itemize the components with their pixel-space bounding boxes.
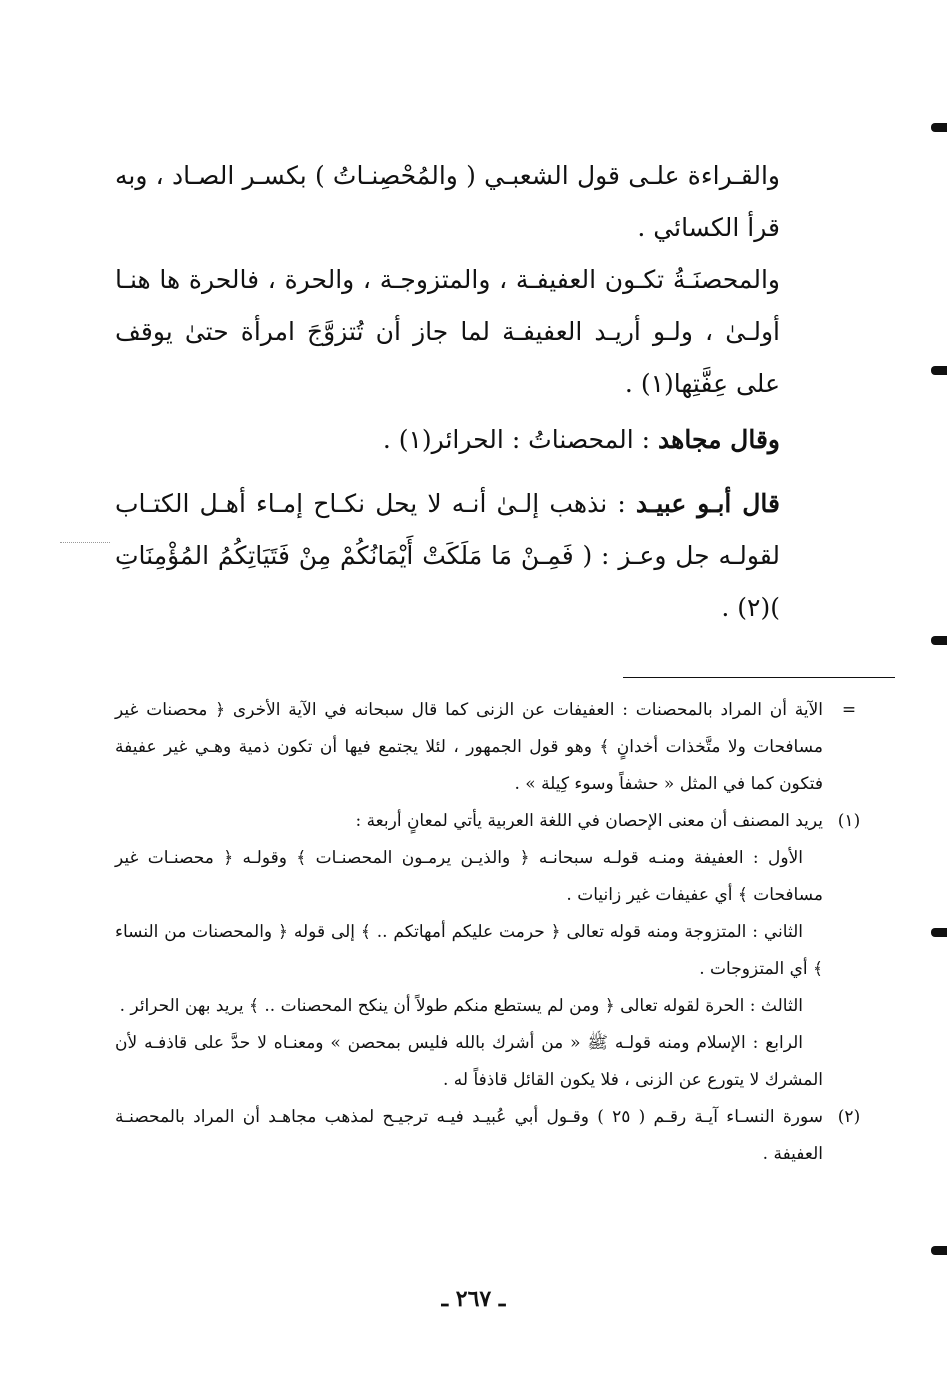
meaning-first: الأول : العفيفة ومنـه قولـه سبحانـه ﴿ والذيـن يرمـون المحصنـات ﴾ وقولـه ﴿ محصنـات غير مسافحات ﴾ أي عفيفات غير زانيات . [115, 848, 823, 905]
paragraph-4 [115, 478, 780, 634]
footnote-2 [115, 1099, 875, 1173]
speaker-name: وقال مجاهد [658, 425, 780, 454]
footnote-body [115, 1099, 823, 1173]
meaning-fourth: الرابع : الإسلام ومنه قولـه ﷺ « من أشرك بالله فليس بمحصن » ومعنـاه لا حدَّ على قاذفـه لأن المشرك لا يتورع عن الزنى ، فلا يكون القائل قاذفاً له . [115, 1033, 823, 1090]
paragraph-4-text: : نذهب إلـىٰ أنـه لا يحل نكـاح إمـاء أهـل الكتـاب لقولـه جل وعـز : ( فَمِـنْ مَا مَلَكَتْ أَيْمَانُكُمْ مِنْ فَتَيَاتِكُمُ المُؤْمِنَاتِ )(٢) . [115, 489, 780, 622]
scan-artifact-dots [60, 542, 110, 543]
footnote-mark: (٢) [837, 1107, 861, 1127]
meaning-second: الثاني : المتزوجة ومنه قوله تعالى ﴿ حرمت عليكم أمهاتكم .. ﴾ إلى قوله ﴿ والمحصنات من النساء ﴾ أي المتزوجات . [115, 922, 823, 979]
edge-mark [931, 636, 947, 645]
footnote-text: الآية أن المراد بالمحصنات : العفيفات عن الزنى كما قال سبحانه في الآية الأخرى ﴿ محصنات غير مسافحات ولا متَّخذات أخدانٍ ﴾ وهو قول الجمهور ، لئلا يجتمع فيها أن تكون ذمية وهـي غير عفيفة فتكون كما في المثل « حشفاً وسوء كِيلة » . [115, 700, 823, 794]
footnote-sub-item [115, 840, 823, 914]
speaker-name: قال أبـو عبيـد [635, 489, 781, 518]
footnote-body [115, 692, 823, 803]
edge-mark [931, 123, 947, 132]
paragraph-2: والمحصنَـةُ تكـون العفيفـة ، والمتزوجـة ، والحرة ، فالحرة ها هنـا أولـىٰ ، ولـو أريـد العفيفـة لما جاز أن تُتزوَّجَ امرأة حتىٰ يوقف على عِفَّتِها(١) . [115, 265, 780, 398]
footnote-sub-item [115, 914, 823, 988]
footnotes [115, 692, 875, 1173]
paragraph-3-text: : المحصناتُ : الحرائر(١) . [382, 425, 659, 454]
edge-mark [931, 366, 947, 375]
footnote-mark: = [841, 700, 857, 720]
footnote-continued [115, 692, 875, 803]
footnote-body [115, 803, 823, 1099]
footnote-text: سورة النسـاء آيـة رقـم ( ٢٥ ) وقـول أبي عُبيـد فيـه ترجيـح لمذهب مجاهـد أن المراد بالمحصنـة العفيفة . [115, 1107, 823, 1164]
footnote-mark: (١) [837, 811, 861, 831]
main-text [115, 150, 780, 634]
paragraph-1: والقـراءة علـى قول الشعبـي ( والمُحْصِنـاتُ ) بكسـر الصـاد ، وبه قرأ الكسائي . [115, 161, 780, 242]
meaning-third: الثالث : الحرة لقوله تعالى ﴿ ومن لم يستطع منكم طولاً أن ينكح المحصنات .. ﴾ يريد بهن الحرائر . [119, 996, 803, 1016]
footnote-sub-item [115, 988, 823, 1025]
footnote-sub-item [115, 1025, 823, 1099]
footnote-separator [623, 677, 895, 678]
footnote-1 [115, 803, 875, 1099]
edge-mark [931, 928, 947, 937]
footnote-intro: يريد المصنف أن معنى الإحصان في اللغة العربية يأتي لمعانٍ أربعة : [355, 811, 823, 831]
paragraph-3 [115, 414, 780, 466]
page-number: ـ ٢٦٧ ـ [441, 1286, 506, 1312]
edge-mark [931, 1246, 947, 1255]
